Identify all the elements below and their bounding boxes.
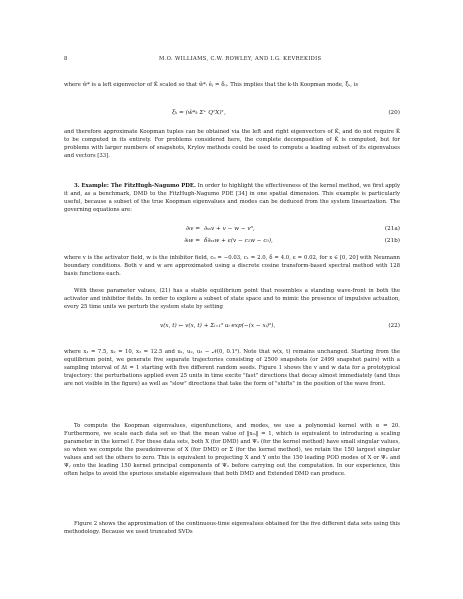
paragraph-after-eq20: and therefore approximate Koopman tuples can be obtained via the left and right eigenvectors of K̃, and do not require K̃ to be computed in its entirety. For problems considered here, the complete decomposition of K̃ is computed, but for problems with larger numbers of snapshots, Krylov methods could be used to compute a leading subset of its eigenvalues and vectors [33]. bbox=[64, 129, 400, 160]
section-title: Example: The FitzHugh-Nagumo PDE. bbox=[81, 183, 196, 189]
equation-number: (21a) bbox=[384, 226, 400, 232]
page-header bbox=[64, 56, 400, 66]
section-number: 3. bbox=[74, 183, 80, 189]
paragraph-after-eq22: where x₁ = 7.5, x₂ = 10, x₃ = 12.5 and u₁, u₂, u₃ ∼ 𝒩(0, 0.1²). Note that w(x, t) remains unchanged. Starting from the equilibrium point, we generate five separate trajectories consisting of 2500 snapshots (or 2499 snapshot pairs) with a sampling interval of Δt = 1 starting with five different random seeds. Figure 1 shows the v and w data for a prototypical trajectory: the perturbations applied even 25 units in time excite "fast" directions that decay almost immediately (and thus are not visible in the figure) as well as "slow" directions that take the form of "shifts" in the position of the wave front. bbox=[64, 349, 400, 388]
equation-number: (21b) bbox=[384, 238, 400, 244]
section-3 bbox=[64, 182, 400, 214]
running-title: M.O. WILLIAMS, C.W. ROWLEY, AND I.G. KEVREKIDIS bbox=[159, 56, 322, 62]
equation-21a: ∂ₜv = ∂ₓₓv + v − w − v³, (21a) bbox=[185, 226, 400, 232]
paragraph-computation: To compute the Koopman eigenvalues, eigenfunctions, and modes, we use a polynomial kernel with α = 20. Furthermore, we scale each data set so that the mean value of ‖xₘ‖ = 1, which is equivalent to introducing a scaling parameter in the kernel f. For these data sets, both X (for DMD) and Ψₓ (for the kernel method) have small singular values, so when we compute the pseudoinverse of X (for DMD) or Σ (for the kernel method), we retain the 150 largest singular values and set the others to zero. This is equivalent to projecting X and Y onto the 150 leading POD modes of X or Ψₓ and Ψᵧ onto the leading 150 kernel principal components of Ψₓ before carrying out the computation. In our experience, this often helps to avoid the spurious unstable eigenvalues that both DMD and Extended DMD can produce. bbox=[64, 423, 400, 478]
paragraph-after-eq21: where v is the activator field, w is the inhibitor field, c₀ = −0.03, c₁ = 2.0, δ = 4.0, ϵ = 0.02, for x ∈ [0, 20] with Neumann boundary conditions. Both v and w are approximated using a discrete cosine transform-based spectral method with 128 basis functions each. bbox=[64, 255, 400, 278]
equation-21b: ∂ₜw = δ∂ₓₓw + ϵ(v − c₁w − c₀), (21b) bbox=[184, 238, 400, 244]
page-number: 8 bbox=[64, 56, 68, 62]
equation-22: v(x, t) ← v(x, t) + Σᵢ₌₁³ uᵢ exp(−(x − xᵢ)²), (22) bbox=[160, 323, 400, 329]
equation-number: (22) bbox=[388, 323, 400, 329]
equation-number: (20) bbox=[388, 110, 400, 116]
equation-20: ξₖ = (w̃*ₖ Σ⁺ QᵀX)ᵀ, (20) bbox=[172, 110, 400, 116]
paragraph-figure-2: Figure 2 shows the approximation of the continuous-time eigenvalues obtained for the five different data sets using this methodology. Because we used truncated SVDs bbox=[64, 521, 400, 536]
section-body: In order to highlight the effectiveness of the kernel method, we first apply it and, as a benchmark, DMD to the FitzHugh-Nagumo PDE [34] in one spatial dimension. This example is particularly useful, because a subset of the true Koopman eigenvalues and modes can be deduced from the system linearization. The governing equations are: bbox=[64, 183, 401, 214]
intro-paragraph: where w̃* is a left eigenvector of K̃ scaled so that w̃*ᵢ êⱼ = δᵢⱼ. This implies that the k-th Koopman mode, ξ̃ₖ, is bbox=[64, 82, 359, 88]
paragraph-parameters: With these parameter values, (21) has a stable equilibrium point that resembles a standing wave-front in both the activator and inhibitor fields. In order to explore a subset of state space and to mimic the presence of impulsive actuation, every 25 time units we perturb the system state by setting bbox=[64, 288, 400, 311]
